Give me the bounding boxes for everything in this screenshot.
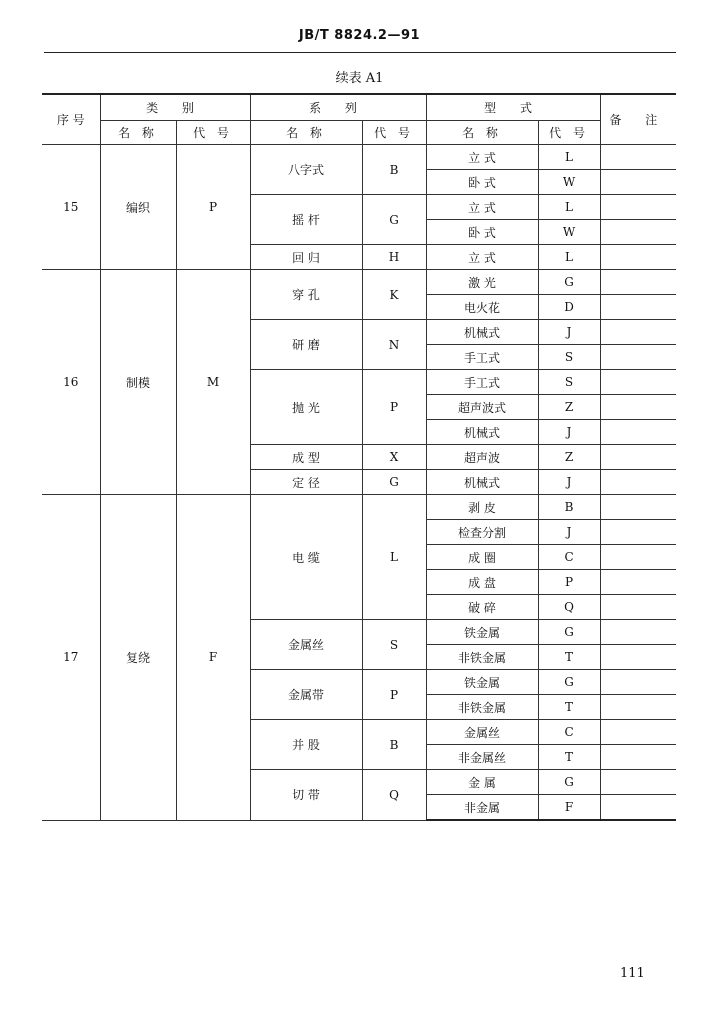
remark-cell xyxy=(600,595,676,620)
type-name-cell: 机械式 xyxy=(426,320,538,345)
remark-cell xyxy=(600,270,676,295)
series-name-cell: 研 磨 xyxy=(250,320,362,370)
type-name-cell: 成 圈 xyxy=(426,545,538,570)
series-code-cell: P xyxy=(362,670,426,720)
series-name-cell: 抛 光 xyxy=(250,370,362,445)
type-code-cell: S xyxy=(538,370,600,395)
remark-cell xyxy=(600,770,676,795)
category-code-cell: M xyxy=(176,270,250,495)
table-row xyxy=(42,270,676,295)
category-code-cell: F xyxy=(176,495,250,821)
col-header-remark: 备 注 xyxy=(600,94,676,145)
type-name-cell: 非铁金属 xyxy=(426,645,538,670)
remark-cell xyxy=(600,570,676,595)
type-code-cell: W xyxy=(538,170,600,195)
type-code-cell: J xyxy=(538,520,600,545)
type-code-cell: G xyxy=(538,770,600,795)
seq-cell: 17 xyxy=(42,495,100,821)
remark-cell xyxy=(600,795,676,821)
remark-cell xyxy=(600,345,676,370)
type-code-cell: F xyxy=(538,795,600,821)
remark-cell xyxy=(600,370,676,395)
col-header-type-code: 代 号 xyxy=(538,121,600,145)
remark-cell xyxy=(600,645,676,670)
series-name-cell: 穿 孔 xyxy=(250,270,362,320)
type-code-cell: T xyxy=(538,745,600,770)
table-row xyxy=(42,145,676,170)
header-row-2 xyxy=(42,121,676,145)
type-code-cell: B xyxy=(538,495,600,520)
type-code-cell: T xyxy=(538,695,600,720)
series-name-cell: 回 归 xyxy=(250,245,362,270)
type-name-cell: 非铁金属 xyxy=(426,695,538,720)
header-rule xyxy=(44,52,676,53)
type-code-cell: Q xyxy=(538,595,600,620)
type-code-cell: L xyxy=(538,245,600,270)
series-name-cell: 并 股 xyxy=(250,720,362,770)
type-code-cell: G xyxy=(538,670,600,695)
type-name-cell: 非金属丝 xyxy=(426,745,538,770)
category-name-cell: 编织 xyxy=(100,145,176,270)
type-name-cell: 手工式 xyxy=(426,370,538,395)
series-code-cell: P xyxy=(362,370,426,445)
series-code-cell: G xyxy=(362,470,426,495)
table-caption: 续表 A1 xyxy=(335,71,384,86)
series-code-cell: G xyxy=(362,195,426,245)
series-name-cell: 定 径 xyxy=(250,470,362,495)
type-code-cell: Z xyxy=(538,445,600,470)
type-name-cell: 激 光 xyxy=(426,270,538,295)
col-header-type: 型 式 xyxy=(426,94,600,121)
remark-cell xyxy=(600,295,676,320)
remark-cell xyxy=(600,320,676,345)
header-row-1 xyxy=(42,94,676,121)
col-header-series-name: 名 称 xyxy=(250,121,362,145)
type-name-cell: 超声波 xyxy=(426,445,538,470)
remark-cell xyxy=(600,495,676,520)
series-code-cell: B xyxy=(362,720,426,770)
col-header-seq: 序 号 xyxy=(42,94,100,145)
type-name-cell: 机械式 xyxy=(426,420,538,445)
col-header-series-code: 代 号 xyxy=(362,121,426,145)
remark-cell xyxy=(600,670,676,695)
remark-cell xyxy=(600,420,676,445)
series-code-cell: H xyxy=(362,245,426,270)
series-name-cell: 电 缆 xyxy=(250,495,362,620)
type-name-cell: 立 式 xyxy=(426,245,538,270)
type-name-cell: 铁金属 xyxy=(426,670,538,695)
type-name-cell: 铁金属 xyxy=(426,620,538,645)
table-body xyxy=(42,145,676,821)
type-code-cell: J xyxy=(538,420,600,445)
series-name-cell: 摇 杆 xyxy=(250,195,362,245)
remark-cell xyxy=(600,395,676,420)
type-name-cell: 非金属 xyxy=(426,795,538,821)
type-name-cell: 机械式 xyxy=(426,470,538,495)
type-code-cell: L xyxy=(538,195,600,220)
category-code-cell: P xyxy=(176,145,250,270)
remark-cell xyxy=(600,745,676,770)
type-code-cell: S xyxy=(538,345,600,370)
type-name-cell: 卧 式 xyxy=(426,220,538,245)
type-code-cell: P xyxy=(538,570,600,595)
remark-cell xyxy=(600,245,676,270)
seq-cell: 16 xyxy=(42,270,100,495)
type-code-cell: C xyxy=(538,545,600,570)
series-name-cell: 八字式 xyxy=(250,145,362,195)
series-code-cell: Q xyxy=(362,770,426,821)
type-name-cell: 检查分割 xyxy=(426,520,538,545)
remark-cell xyxy=(600,620,676,645)
series-name-cell: 金属带 xyxy=(250,670,362,720)
remark-cell xyxy=(600,720,676,745)
series-code-cell: X xyxy=(362,445,426,470)
category-name-cell: 复绕 xyxy=(100,495,176,821)
type-name-cell: 立 式 xyxy=(426,145,538,170)
type-name-cell: 金属丝 xyxy=(426,720,538,745)
type-name-cell: 金 属 xyxy=(426,770,538,795)
type-name-cell: 手工式 xyxy=(426,345,538,370)
type-code-cell: D xyxy=(538,295,600,320)
series-code-cell: S xyxy=(362,620,426,670)
category-name-cell: 制模 xyxy=(100,270,176,495)
col-header-category-code: 代 号 xyxy=(176,121,250,145)
type-name-cell: 剥 皮 xyxy=(426,495,538,520)
type-name-cell: 破 碎 xyxy=(426,595,538,620)
type-code-cell: C xyxy=(538,720,600,745)
series-code-cell: B xyxy=(362,145,426,195)
type-name-cell: 立 式 xyxy=(426,195,538,220)
type-name-cell: 卧 式 xyxy=(426,170,538,195)
col-header-category: 类 别 xyxy=(100,94,250,121)
type-name-cell: 成 盘 xyxy=(426,570,538,595)
remark-cell xyxy=(600,145,676,170)
remark-cell xyxy=(600,470,676,495)
col-header-series: 系 列 xyxy=(250,94,426,121)
remark-cell xyxy=(600,195,676,220)
remark-cell xyxy=(600,170,676,195)
series-name-cell: 切 带 xyxy=(250,770,362,821)
type-code-cell: W xyxy=(538,220,600,245)
type-code-cell: J xyxy=(538,470,600,495)
series-name-cell: 成 型 xyxy=(250,445,362,470)
remark-cell xyxy=(600,445,676,470)
type-code-cell: L xyxy=(538,145,600,170)
type-name-cell: 超声波式 xyxy=(426,395,538,420)
col-header-category-name: 名 称 xyxy=(100,121,176,145)
series-code-cell: N xyxy=(362,320,426,370)
type-code-cell: T xyxy=(538,645,600,670)
type-code-cell: Z xyxy=(538,395,600,420)
classification-table xyxy=(42,93,676,821)
type-code-cell: J xyxy=(538,320,600,345)
standard-header: JB/T 8824.2—91 xyxy=(298,28,421,43)
remark-cell xyxy=(600,545,676,570)
series-code-cell: K xyxy=(362,270,426,320)
type-code-cell: G xyxy=(538,620,600,645)
type-name-cell: 电火花 xyxy=(426,295,538,320)
series-code-cell: L xyxy=(362,495,426,620)
series-name-cell: 金属丝 xyxy=(250,620,362,670)
remark-cell xyxy=(600,220,676,245)
remark-cell xyxy=(600,520,676,545)
remark-cell xyxy=(600,695,676,720)
page-number: 111 xyxy=(620,966,645,981)
type-code-cell: G xyxy=(538,270,600,295)
seq-cell: 15 xyxy=(42,145,100,270)
col-header-type-name: 名 称 xyxy=(426,121,538,145)
table-row xyxy=(42,495,676,520)
